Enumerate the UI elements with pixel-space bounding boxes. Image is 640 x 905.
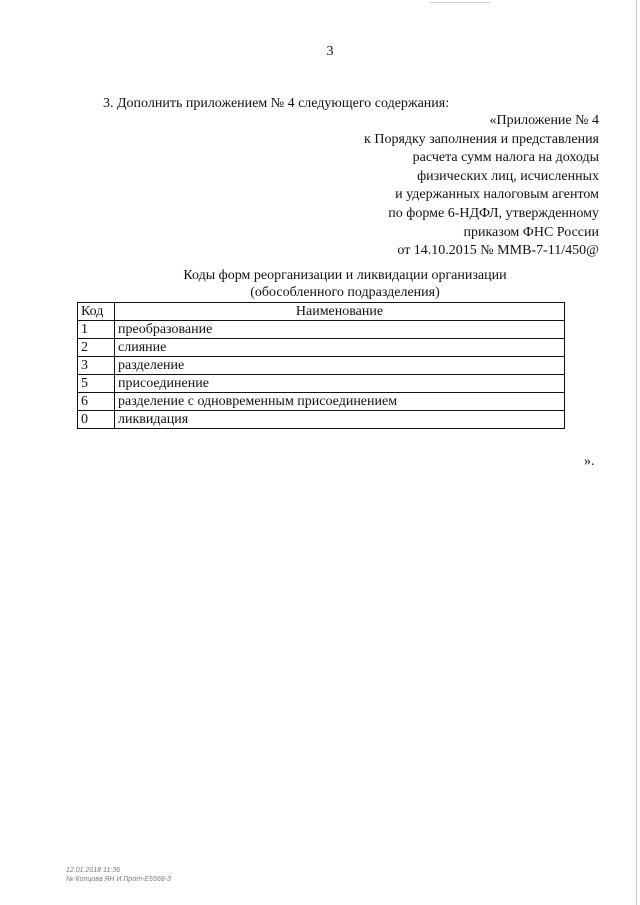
- table-caption-line: Коды форм реорганизации и ликвидации организации: [183, 268, 507, 283]
- code-cell: 3: [78, 357, 115, 375]
- table-row: [78, 393, 565, 411]
- closing-quote: ».: [584, 454, 595, 469]
- page-number: 3: [326, 44, 334, 59]
- column-header-code: Код: [78, 303, 115, 321]
- appendix-header-line: по форме 6-НДФЛ, утвержденному: [388, 205, 599, 221]
- column-header-name: Наименование: [115, 303, 565, 321]
- table-caption: [0, 267, 640, 301]
- table-row: [78, 339, 565, 357]
- table-row: [78, 357, 565, 375]
- code-cell: 2: [78, 339, 115, 357]
- appendix-header: [364, 112, 599, 261]
- scan-edge-top: [430, 2, 490, 3]
- appendix-header-line: и удержанных налоговым агентом: [395, 187, 599, 203]
- name-cell: разделение: [115, 357, 565, 375]
- appendix-header-line: расчета сумм налога на доходы: [412, 150, 599, 166]
- stamp-line: № Копцова ЯН И.Прот-Е5568-3: [66, 876, 171, 883]
- table-row: [78, 375, 565, 393]
- appendix-header-line: физических лиц, исчисленных: [417, 168, 599, 184]
- name-cell: преобразование: [115, 321, 565, 339]
- scan-edge-right: [636, 0, 637, 905]
- table-caption-line: (обособленного подразделения): [250, 285, 440, 300]
- name-cell: присоединение: [115, 375, 565, 393]
- table-header-row: [78, 303, 565, 321]
- code-cell: 5: [78, 375, 115, 393]
- code-cell: 6: [78, 393, 115, 411]
- item-text: 3. Дополнить приложением № 4 следующего содержания:: [103, 96, 450, 111]
- stamp-line: 12.01.2018 11:36: [66, 867, 120, 874]
- code-cell: 0: [78, 411, 115, 429]
- appendix-header-line: приказом ФНС России: [463, 224, 599, 240]
- appendix-header-line: от 14.10.2015 № ММВ-7-11/450@: [397, 243, 599, 259]
- name-cell: слияние: [115, 339, 565, 357]
- code-cell: 1: [78, 321, 115, 339]
- document-stamp: [66, 866, 171, 884]
- table-row: [78, 411, 565, 429]
- table-row: [78, 321, 565, 339]
- appendix-header-line: «Приложение № 4: [489, 113, 599, 128]
- name-cell: разделение с одновременным присоединением: [115, 393, 565, 411]
- codes-table: [77, 302, 565, 429]
- appendix-header-line: к Порядку заполнения и представления: [364, 131, 599, 147]
- name-cell: ликвидация: [115, 411, 565, 429]
